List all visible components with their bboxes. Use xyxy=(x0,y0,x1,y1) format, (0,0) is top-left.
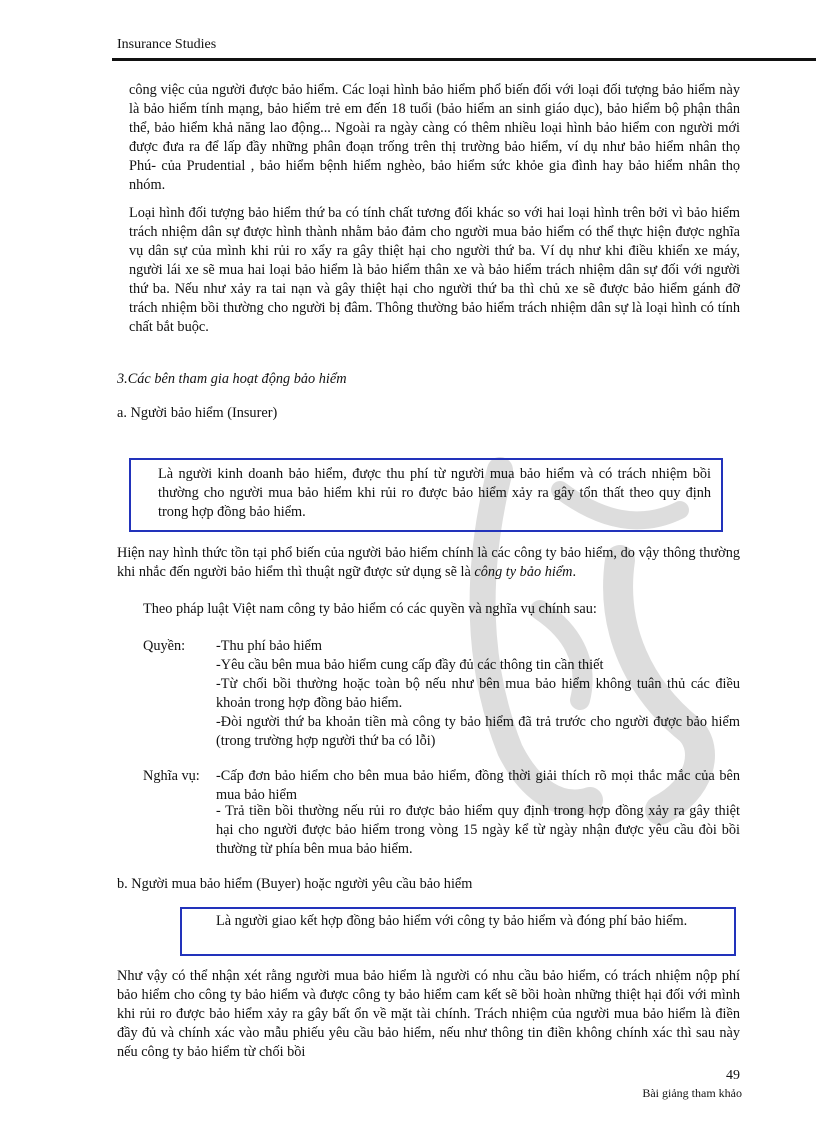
footer-caption: Bài giảng tham khảo xyxy=(642,1086,742,1100)
paragraph-2: Loại hình đối tượng bảo hiểm thứ ba có tính chất tương đối khác so với hai loại hình trên bởi vì bảo hiểm trách nhiệm dân sự được hình thành nhằm bảo đảm cho người mua bảo hiểm có thể thực hiện được nghĩa vụ dân sự của mình khi rủi ro xẩy ra gây thiệt hại cho người thứ ba. Ví dụ như khi điều khiển xe máy, người lái xe sẽ mua hai loại bảo hiểm là bảo hiểm thân xe và bảo hiểm trách nhiệm dân sự đối với người thứ ba. Nếu như xảy ra tai nạn và gây thiệt hại cho người thứ ba thì chủ xe sẽ được bảo hiểm gánh đỡ trách nhiệm bồi thường cho người bị đâm. Thông thường bảo hiểm trách nhiệm dân sự là loại hình có tính chất bắt buộc. xyxy=(129,205,740,335)
paragraph-4: Theo pháp luật Việt nam công ty bảo hiểm có các quyền và nghĩa vụ chính sau: xyxy=(143,601,597,617)
paragraph-1: công việc của người được bảo hiểm. Các loại hình bảo hiểm phổ biến đối với loại đối tượng bảo hiểm này là bảo hiểm tính mạng, bảo hiểm trẻ em đến 18 tuổi (bảo hiểm an sinh giáo dục), bảo hiểm bộ phận thân thể, bảo hiểm khả năng lao động... Ngoài ra ngày càng có thêm nhiều loại hình bảo hiểm con người mới được đưa ra để lấp đầy những phân đoạn trống trên thị trường bảo hiểm, ví dụ như bảo hiểm nhân thọ Phú- của Prudential , bảo hiểm bệnh hiểm nghèo, bảo hiểm sức khỏe gia đình hay bảo hiểm nhân thọ nhóm. xyxy=(129,82,740,193)
duties-item-1: -Cấp đơn bảo hiểm cho bên mua bảo hiểm, đồng thời giải thích rõ mọi thắc mắc của bên mua bảo hiểm xyxy=(216,768,740,803)
duties-label: Nghĩa vụ: xyxy=(143,768,200,784)
rights-label: Quyền: xyxy=(143,638,186,654)
duties-item-2: - Trả tiền bồi thường nếu rủi ro được bảo hiểm quy định trong hợp đồng xảy ra gây thiệt hại cho người được bảo hiểm trong vòng 15 ngày kể từ ngày nhận được yêu cầu đòi bồi thường từ phía bên mua bảo hiểm. xyxy=(216,803,740,857)
rights-item-3: -Từ chối bồi thường hoặc toàn bộ nếu như bên mua bảo hiểm không tuân thủ các điều khoản trong hợp đồng bảo hiểm. xyxy=(216,676,740,711)
definition-buyer-text: Là người giao kết hợp đồng bảo hiểm với công ty bảo hiểm và đóng phí bảo hiểm. xyxy=(216,913,688,929)
paragraph-5: Như vậy có thể nhận xét rằng người mua bảo hiểm là người có nhu cầu bảo hiểm, có trách nhiệm nộp phí bảo hiểm cho công ty bảo hiểm và được công ty bảo hiểm cam kết sẽ bồi hoàn những thiệt hại đối với mình khi rủi ro được bảo hiểm xảy ra gây bất ổn về mặt tài chính. Trách nhiệm của người mua bảo hiểm là điền đầy đủ và chính xác vào mẫu phiếu yêu cầu bảo hiểm, nếu như thông tin điền không chính xác thì sau này nếu công ty bảo hiểm từ chối bồi xyxy=(117,968,740,1060)
rights-item-2: -Yêu cầu bên mua bảo hiểm cung cấp đầy đủ các thông tin cần thiết xyxy=(216,657,604,673)
subheading-a: a. Người bảo hiểm (Insurer) xyxy=(117,405,278,421)
section-heading-3: 3.Các bên tham gia hoạt động bảo hiểm xyxy=(117,371,347,387)
page-number: 49 xyxy=(726,1068,740,1083)
definition-insurer-text: Là người kinh doanh bảo hiểm, được thu phí từ người mua bảo hiểm và có trách nhiệm bồi thường cho người mua bảo hiểm khi rủi ro được bảo hiểm xảy ra gây tổn thất theo quy định trong hợp đồng bảo hiểm. xyxy=(158,466,711,520)
header-rule xyxy=(112,58,816,61)
paragraph-3-term: công ty bảo hiểm xyxy=(474,564,573,580)
paragraph-3-end: . xyxy=(572,564,577,580)
paragraph-3 xyxy=(117,544,740,582)
running-header: Insurance Studies xyxy=(117,37,217,52)
rights-item-4: -Đòi người thứ ba khoản tiền mà công ty bảo hiểm đã trả trước cho người được bảo hiểm (trong trường hợp người thứ ba có lỗi) xyxy=(216,714,740,749)
paragraph-3-text: Hiện nay hình thức tồn tại phổ biến của người bảo hiểm chính là các công ty bảo hiểm, do vậy thông thường khi nhắc đến người bảo hiểm thì thuật ngữ được sử dụng sẽ là xyxy=(117,545,740,580)
rights-item-1: -Thu phí bảo hiểm xyxy=(216,638,323,654)
subheading-b: b. Người mua bảo hiểm (Buyer) hoặc người yêu cầu bảo hiểm xyxy=(117,876,473,892)
